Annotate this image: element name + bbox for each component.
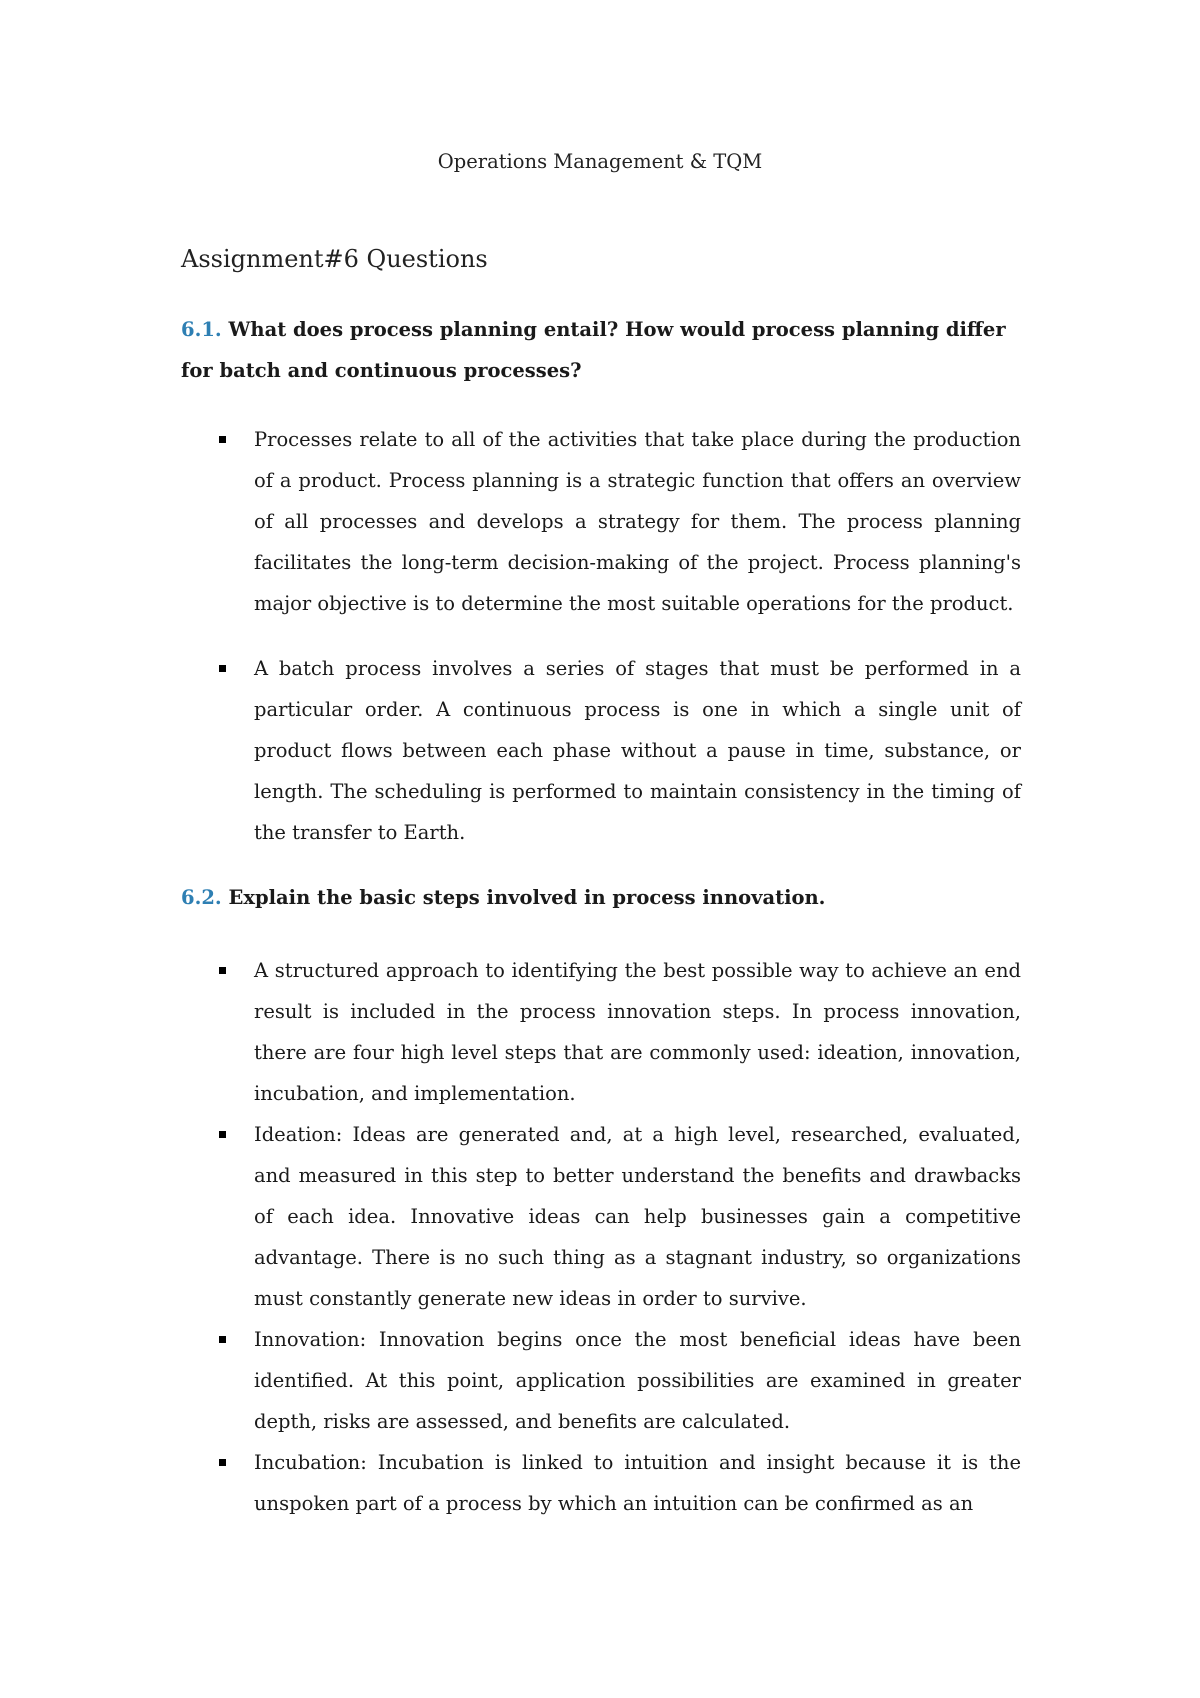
- answer-text: Innovation: Innovation begins once the most beneficial ideas have been identified. At this point, application possibilities are examined in greater depth, risks are assessed, and benefits are calculated.: [254, 1328, 1021, 1433]
- answer-text: Processes relate to all of the activities that take place during the production of a product. Process planning is a strategic function that offers an overview of all processes and develops a strategy for them. The process planning facilitates the long-term decision-making of the project. Process planning's major objective is to determine the most suitable operations for the product.: [254, 428, 1021, 615]
- question-6-2: [181, 877, 1021, 918]
- answer-text: Incubation: Incubation is linked to intuition and insight because it is the unspoken part of a process by which an intuition can be confirmed as an: [254, 1451, 1021, 1515]
- square-bullet-icon: [219, 665, 226, 672]
- list-item: [181, 1114, 1021, 1319]
- list-item: [181, 950, 1021, 1114]
- list-item: [181, 1442, 1021, 1524]
- question-text: What does process planning entail? How would process planning differ for batch and continuous processes?: [181, 318, 1006, 382]
- answer-list-6-1: [181, 419, 1021, 853]
- square-bullet-icon: [219, 436, 226, 443]
- list-item: [181, 419, 1021, 624]
- square-bullet-icon: [219, 1131, 226, 1138]
- answer-list-6-2: [181, 950, 1021, 1524]
- list-item: [181, 1319, 1021, 1442]
- document-header: Operations Management & TQM: [437, 150, 763, 173]
- square-bullet-icon: [219, 1336, 226, 1343]
- assignment-title: Assignment#6 Questions: [181, 245, 488, 273]
- question-6-1: [181, 309, 1021, 391]
- list-item: [181, 648, 1021, 853]
- question-number: 6.1.: [181, 318, 222, 341]
- square-bullet-icon: [219, 1459, 226, 1466]
- question-number: 6.2.: [181, 886, 222, 909]
- question-text: Explain the basic steps involved in process innovation.: [228, 886, 826, 909]
- answer-text: A structured approach to identifying the best possible way to achieve an end result is included in the process innovation steps. In process innovation, there are four high level steps that are commonly used: ideation, innovation, incubation, and implementation.: [254, 959, 1021, 1105]
- answer-text: Ideation: Ideas are generated and, at a high level, researched, evaluated, and measured in this step to better understand the benefits and drawbacks of each idea. Innovative ideas can help businesses gain a competitive advantage. There is no such thing as a stagnant industry, so organizations must constantly generate new ideas in order to survive.: [254, 1123, 1021, 1310]
- square-bullet-icon: [219, 967, 226, 974]
- answer-text: A batch process involves a series of stages that must be performed in a particular order. A continuous process is one in which a single unit of product flows between each phase without a pause in time, substance, or length. The scheduling is performed to maintain consistency in the timing of the transfer to Earth.: [254, 657, 1021, 844]
